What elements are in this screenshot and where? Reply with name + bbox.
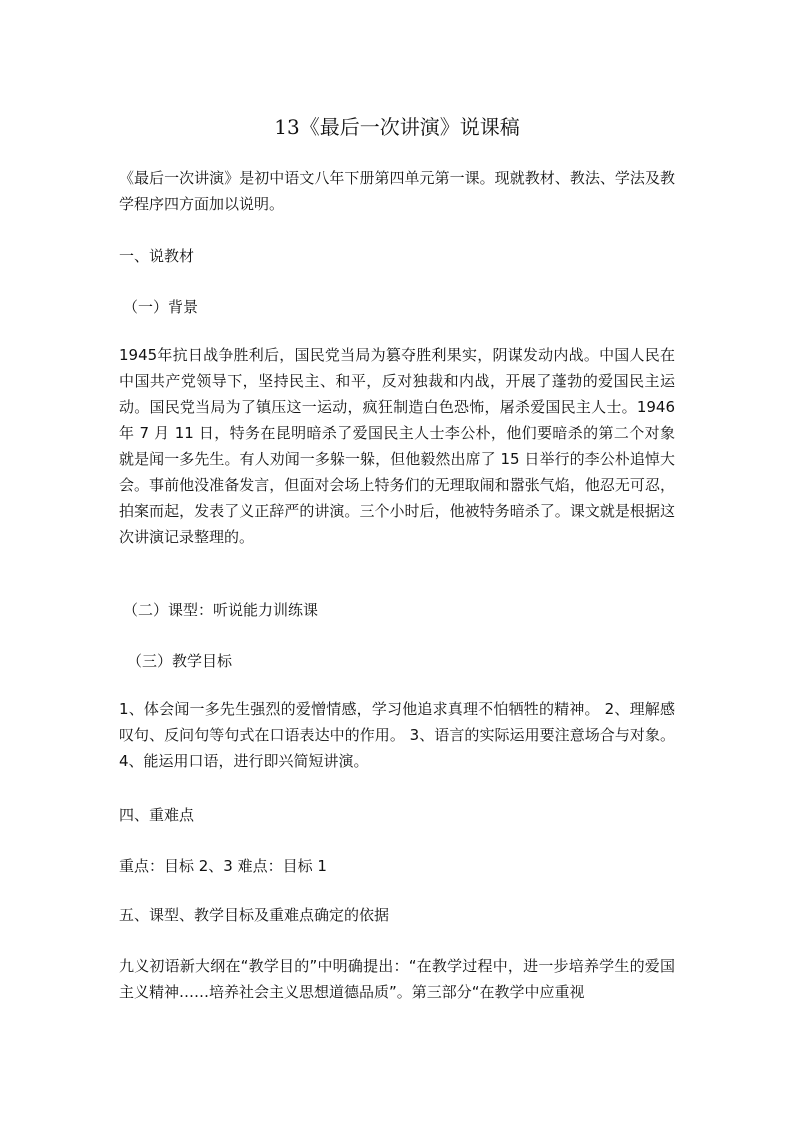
document-title: 13《最后一次讲演》说课稿 [274, 115, 520, 139]
basis-paragraph: 九义初语新大纲在“教学目的”中明确提出：“在教学过程中，进一步培养学生的爱国主义精神……培养社会主义思想道德品质”。第三部分“在教学中应重视 [119, 957, 675, 1001]
subsection-heading-objectives: （三）教学目标 [127, 652, 233, 670]
section-heading-basis: 五、课型、教学目标及重难点确定的依据 [119, 906, 390, 924]
subsection-heading-lesson-type: （二）课型：听说能力训练课 [123, 601, 319, 619]
subsection-heading-background: （一）背景 [123, 298, 199, 316]
intro-paragraph: 《最后一次讲演》是初中语文八年下册第四单元第一课。现就教材、教法、学法及教学程序四方面加以说明。 [119, 169, 675, 213]
section-heading-teaching-material: 一、说教材 [119, 247, 195, 265]
objectives-paragraph: 1、体会闻一多先生强烈的爱憎情感，学习他追求真理不怕牺牲的精神。 2、理解感叹句、反问句等句式在口语表达中的作用。 3、语言的实际运用要注意场合与对象。 4、能运用口语，进行即兴简短讲演。 [119, 700, 675, 770]
key-points-text: 重点：目标 2、3 难点：目标 1 [119, 857, 327, 875]
background-paragraph: 1945年抗日战争胜利后，国民党当局为篡夺胜利果实，阴谋发动内战。中国人民在中国共产党领导下，坚持民主、和平，反对独裁和内战，开展了蓬勃的爱国民主运动。国民党当局为了镇压这一运动，疯狂制造白色恐怖，屠杀爱国民主人士。1946 年 7 月 11 日，特务在昆明暗杀了爱国民主人士李公朴，他们要暗杀的第二个对象就是闻一多先生。有人劝闻一多躲一躲，但他毅然出席了 15 日举行的李公朴追悼大会。事前他没准备发言，但面对会场上特务们的无理取闹和嚣张气焰，他忍无可忍，拍案而起，发表了义正辞严的讲演。三个小时后，他被特务暗杀了。课文就是根据这次讲演记录整理的。 [119, 346, 675, 546]
section-heading-key-points: 四、重难点 [119, 806, 195, 824]
